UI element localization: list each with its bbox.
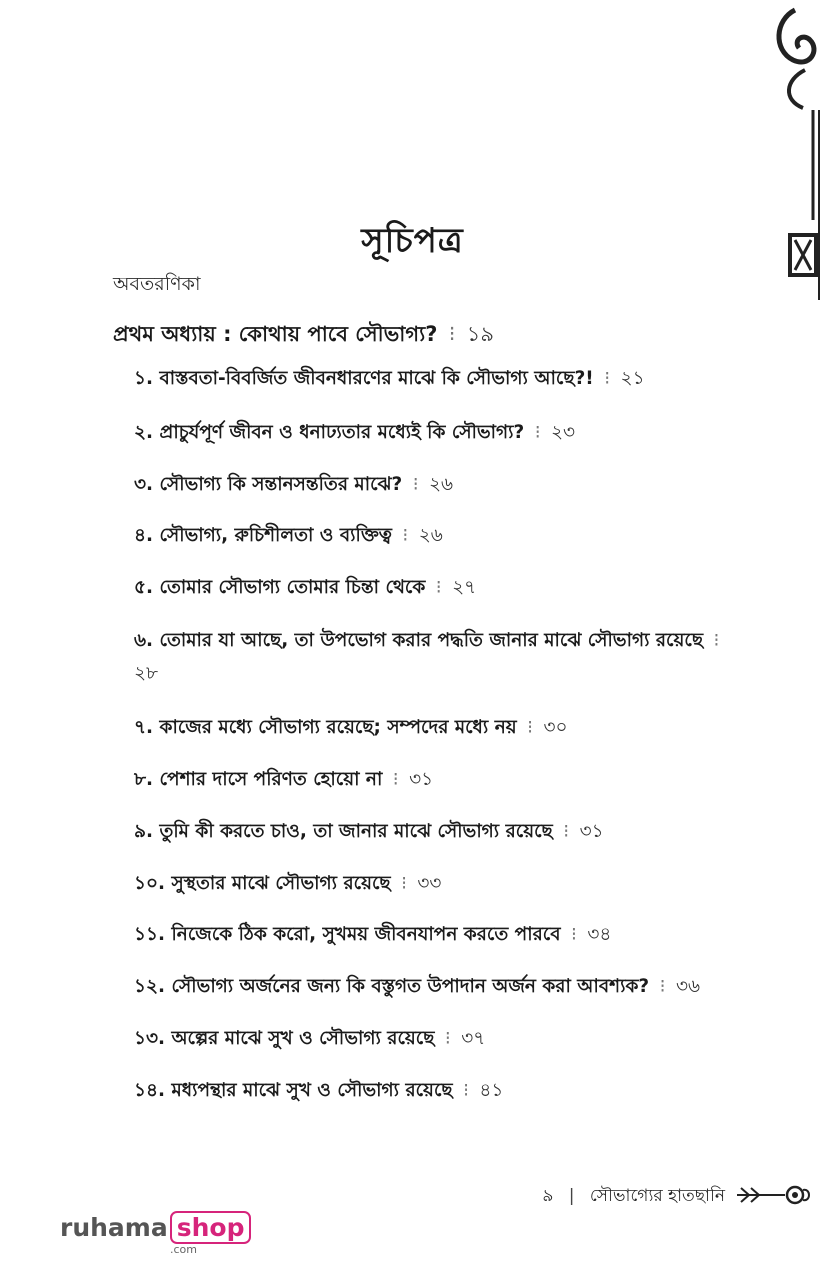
toc-item: [134, 815, 734, 848]
toc-item-separator: ⁝: [563, 821, 570, 842]
chapter-page: ১৯: [466, 322, 494, 346]
footer-book-title: সৌভাগ্যের হাতছানি: [589, 1186, 725, 1206]
toc-item-page: ২৬: [429, 474, 454, 495]
toc-item-num: ১.: [134, 368, 154, 389]
toc-item-num: ১০.: [134, 873, 166, 894]
page-title: সূচিপত্র: [361, 221, 464, 261]
toc-item-num: ৪.: [134, 525, 154, 546]
toc-item: [134, 1022, 734, 1055]
toc-item-page: ৩৪: [587, 924, 612, 945]
toc-item-num: ২.: [134, 422, 154, 443]
toc-item-num: ৮.: [134, 769, 154, 790]
toc-item-separator: ⁝: [401, 873, 407, 894]
toc-item-num: ১৪.: [134, 1080, 166, 1101]
toc-item: [134, 1074, 734, 1107]
watermark-logo: [60, 1213, 251, 1242]
toc-item-page: ২৩: [551, 422, 576, 443]
toc-item-page: ৩৭: [461, 1028, 486, 1049]
logo-brand-part1: ruhama: [60, 1213, 168, 1242]
toc-item: [134, 362, 734, 395]
toc-item-num: ৯.: [134, 821, 154, 842]
toc-item-page: ২৬: [418, 525, 443, 546]
toc-item-page: ৩১: [579, 821, 604, 842]
page-footer: [542, 1183, 725, 1211]
toc-item-text: সৌভাগ্য কি সন্তানসন্ততির মাঝে?: [159, 474, 403, 495]
toc-item: [134, 519, 734, 552]
toc-item-separator: ⁝: [604, 368, 611, 389]
toc-item-separator: ⁝: [570, 924, 577, 945]
toc-item-separator: ⁝: [435, 577, 442, 598]
toc-item-separator: ⁝: [402, 525, 409, 546]
toc-item-text: নিজেকে ঠিক করো, সুখময় জীবনযাপন করতে পারবে: [171, 924, 561, 945]
toc-item-page: ২৭: [452, 577, 477, 598]
toc-item: [134, 867, 734, 900]
toc-item-text: প্রাচুর্যপূর্ণ জীবন ও ধনাঢ্যতার মধ্যেই কি সৌভাগ্য?: [159, 422, 525, 443]
toc-item-page: ৩১: [409, 769, 434, 790]
toc-preface: অবতরণিকা: [113, 273, 201, 295]
toc-item-separator: ⁝: [659, 976, 666, 997]
logo-brand-sub: .com: [170, 1243, 197, 1256]
toc-item: [134, 970, 734, 1003]
footer-page-number: ৯: [542, 1186, 554, 1206]
toc-item-num: ১১.: [134, 924, 166, 945]
toc-item-separator: ⁝: [392, 769, 399, 790]
toc-item-page: ২৮: [134, 663, 159, 684]
toc-item-num: ৬.: [134, 630, 154, 651]
toc-item-text: অল্পের মাঝে সুখ ও সৌভাগ্য রয়েছে: [171, 1028, 435, 1049]
toc-item-separator: ⁝: [713, 630, 720, 651]
toc-item: [134, 468, 734, 501]
chapter-label: প্রথম অধ্যায় : কোথায় পাবে সৌভাগ্য?: [113, 322, 438, 346]
toc-item-num: ৫.: [134, 577, 154, 598]
toc-item-page: ৩৬: [675, 976, 701, 997]
toc-item-text: সৌভাগ্য, রুচিশীলতা ও ব্যক্তিত্ব: [159, 525, 392, 546]
footer-divider: |: [568, 1186, 575, 1206]
footer-ornament-icon: [735, 1182, 811, 1208]
toc-item: [134, 624, 734, 690]
toc-item-text: তোমার সৌভাগ্য তোমার চিন্তা থেকে: [159, 577, 426, 598]
toc-item-text: সুস্থতার মাঝে সৌভাগ্য রয়েছে: [171, 873, 391, 894]
toc-item-text: পেশার দাসে পরিণত হোয়ো না: [159, 769, 383, 790]
toc-item-text: তুমি কী করতে চাও, তা জানার মাঝে সৌভাগ্য রয়েছে: [159, 821, 553, 842]
toc-item: [134, 571, 734, 604]
toc-item-separator: ⁝: [463, 1080, 469, 1101]
toc-item-text: বাস্তবতা-বিবর্জিত জীবনধারণের মাঝে কি সৌভাগ্য আছে?!: [159, 368, 594, 389]
toc-item-page: ৪১: [479, 1080, 504, 1101]
toc-item-page: ২১: [620, 368, 645, 389]
toc-item-num: ৩.: [134, 474, 154, 495]
toc-item-num: ৭.: [134, 717, 154, 738]
toc-item-page: ৩৩: [417, 873, 442, 894]
toc-item: [134, 918, 734, 951]
toc-item-num: ১৩.: [134, 1028, 166, 1049]
toc-item-text: মধ্যপন্থার মাঝে সুখ ও সৌভাগ্য রয়েছে: [171, 1080, 453, 1101]
chapter-separator: ⁝: [448, 322, 456, 346]
toc-item-page: ৩০: [543, 717, 568, 738]
toc-item-text: কাজের মধ্যে সৌভাগ্য রয়েছে; সম্পদের মধ্যে নয়: [159, 717, 517, 738]
logo-brand-part2: shop: [170, 1211, 252, 1244]
toc-item: [134, 416, 734, 449]
toc-item: [134, 763, 734, 796]
toc-item-separator: ⁝: [412, 474, 419, 495]
toc-item-text: সৌভাগ্য অর্জনের জন্য কি বস্তুগত উপাদান অর্জন করা আবশ্যক?: [171, 976, 650, 997]
toc-item-separator: ⁝: [527, 717, 533, 738]
toc-item: [134, 711, 734, 744]
toc-item-text: তোমার যা আছে, তা উপভোগ করার পদ্ধতি জানার মাঝে সৌভাগ্য রয়েছে: [159, 630, 704, 651]
toc-item-separator: ⁝: [534, 422, 541, 443]
toc-chapter-heading: [113, 318, 494, 353]
toc-item-num: ১২.: [134, 976, 166, 997]
toc-item-separator: ⁝: [444, 1028, 451, 1049]
